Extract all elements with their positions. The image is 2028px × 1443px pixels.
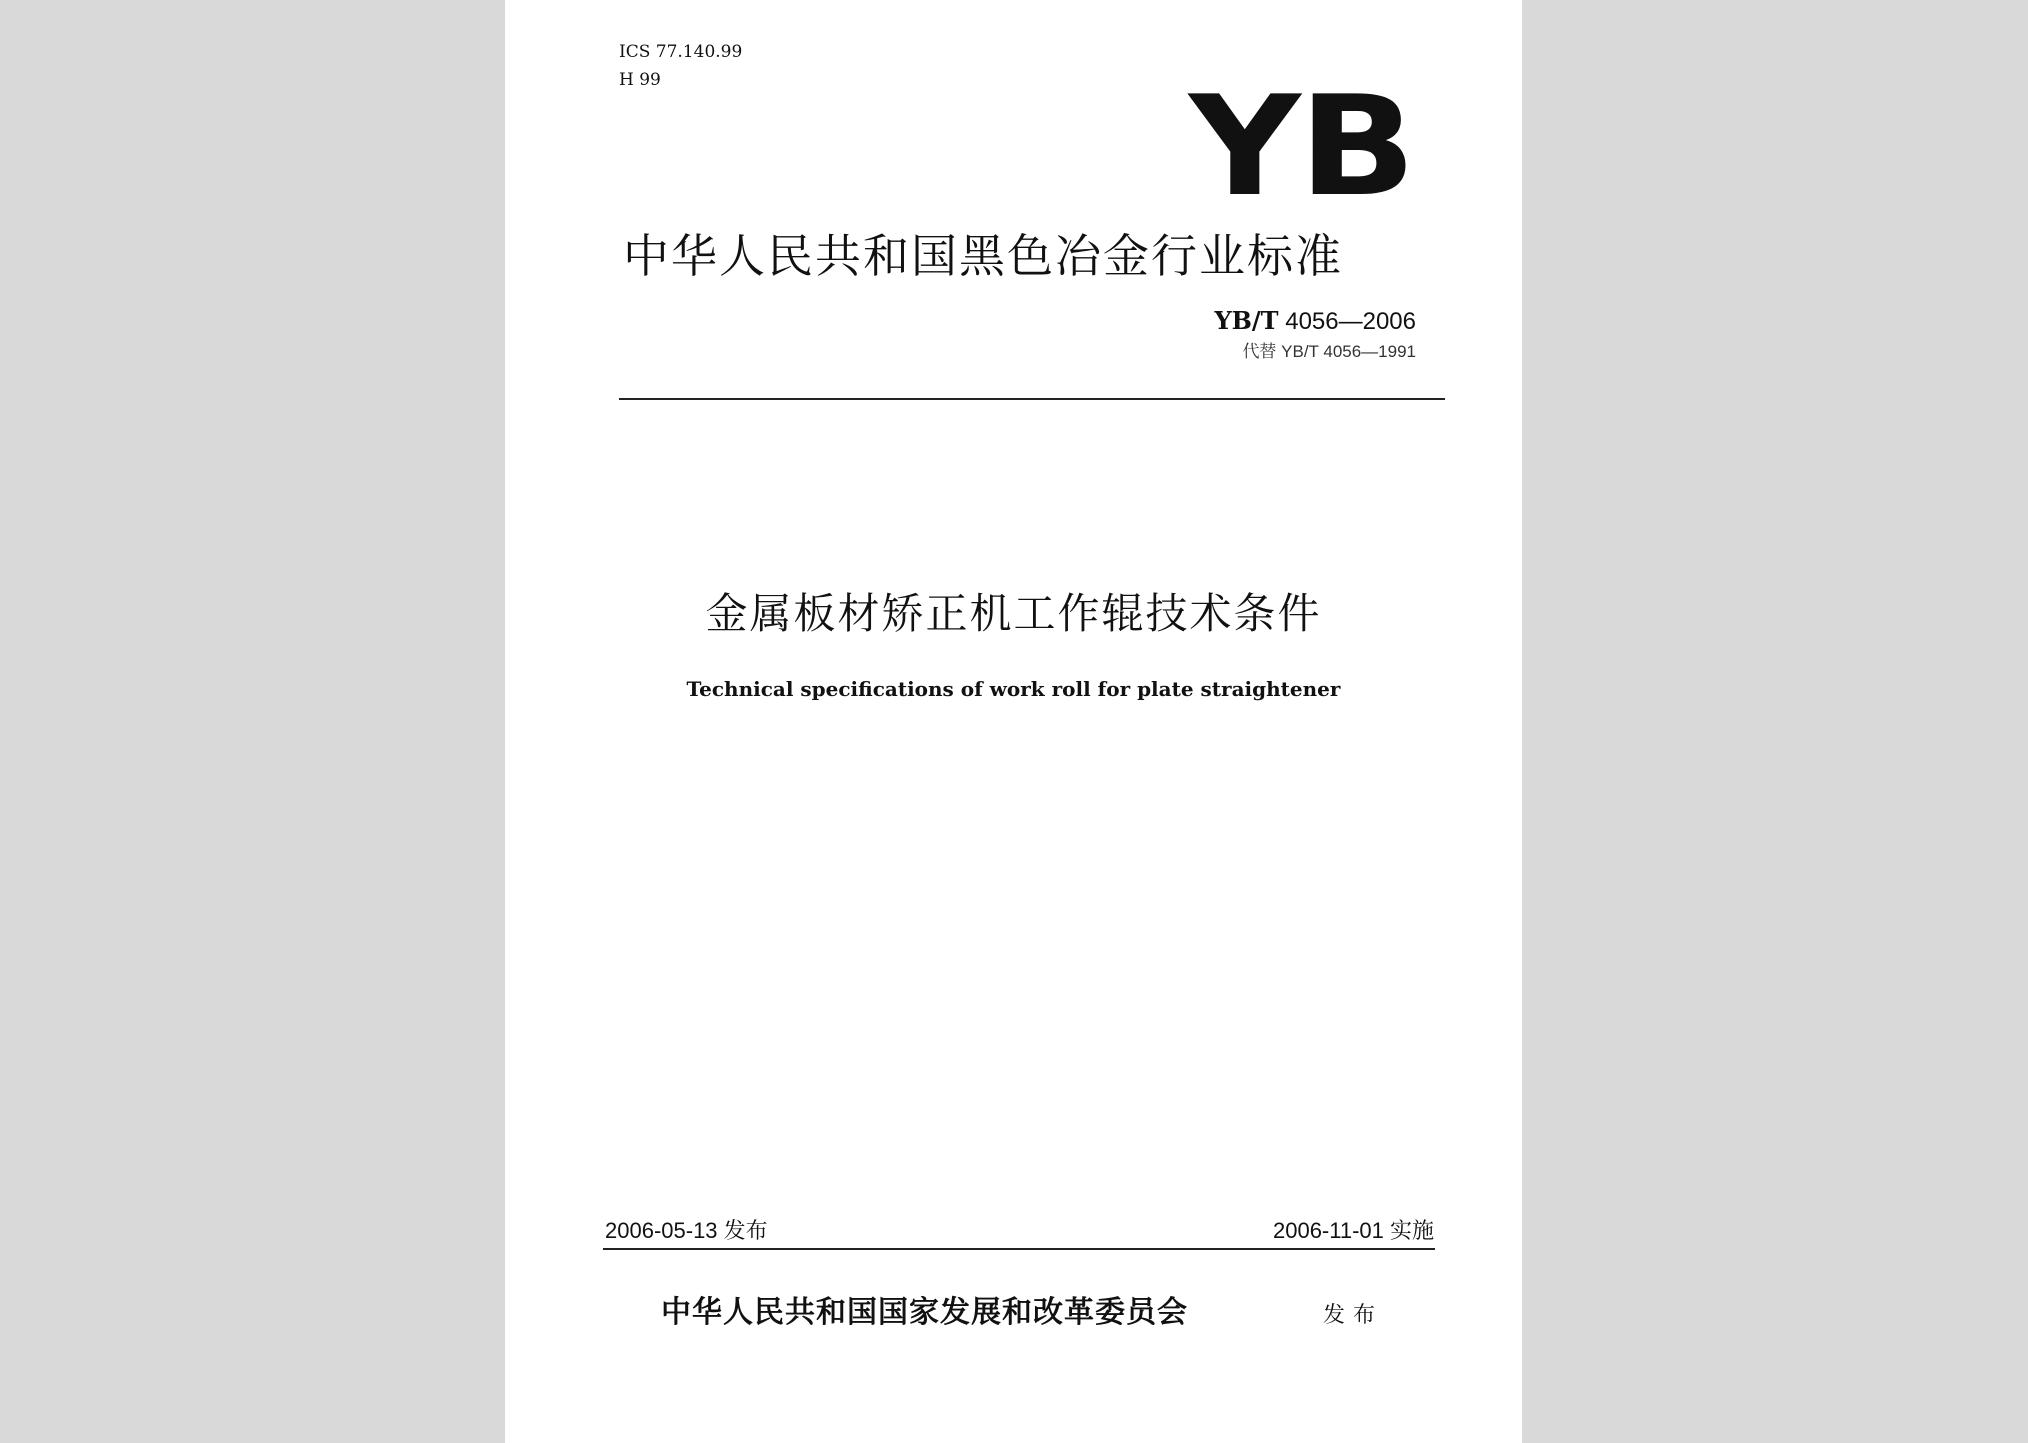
standard-number-value: 4056—2006 bbox=[1285, 308, 1416, 335]
document-title-cn: 金属板材矫正机工作辊技术条件 bbox=[705, 589, 1322, 638]
header-divider bbox=[619, 398, 1445, 400]
ccs-code: H 99 bbox=[619, 70, 661, 90]
document-title-en: Technical specifications of work roll for plate straightener bbox=[686, 677, 1341, 701]
footer-divider bbox=[603, 1248, 1435, 1250]
standard-number bbox=[1215, 305, 1417, 338]
document-page bbox=[505, 0, 1522, 1443]
issue-date: 2006-05-13 发布 bbox=[605, 1218, 768, 1243]
yb-logo: YB bbox=[1188, 66, 1414, 227]
implementation-date: 2006-11-01 实施 bbox=[1272, 1218, 1434, 1243]
standard-number-prefix: YB/T bbox=[1214, 306, 1279, 335]
ics-code: ICS 77.140.99 bbox=[619, 42, 743, 62]
issued-label: 发布 bbox=[1323, 1303, 1384, 1328]
replaces-note: 代替 YB/T 4056—1991 bbox=[1242, 342, 1416, 361]
issuing-authority: 中华人民共和国国家发展和改革委员会 bbox=[661, 1295, 1188, 1330]
standard-category-title: 中华人民共和国黑色冶金行业标准 bbox=[623, 229, 1343, 283]
